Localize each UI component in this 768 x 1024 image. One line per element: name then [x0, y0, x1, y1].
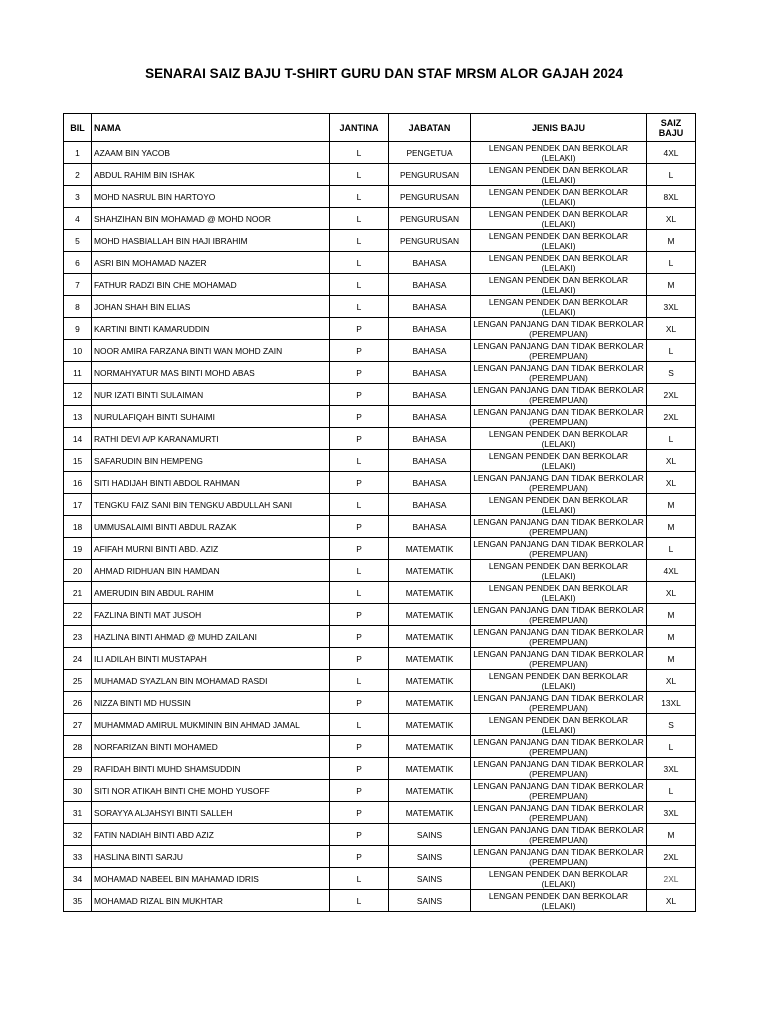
cell-jabatan: MATEMATIK [389, 626, 471, 648]
cell-nama: NORFARIZAN BINTI MOHAMED [92, 736, 330, 758]
table-row [64, 824, 696, 846]
table-row [64, 186, 696, 208]
cell-bil: 26 [64, 692, 92, 714]
cell-jabatan: SAINS [389, 824, 471, 846]
cell-jenis-baju: LENGAN PANJANG DAN TIDAK BERKOLAR (PEREMPUAN) [471, 384, 647, 406]
cell-jenis-baju: LENGAN PANJANG DAN TIDAK BERKOLAR (PEREMPUAN) [471, 340, 647, 362]
cell-jabatan: MATEMATIK [389, 692, 471, 714]
cell-bil: 15 [64, 450, 92, 472]
cell-jenis-baju: LENGAN PANJANG DAN TIDAK BERKOLAR (PEREMPUAN) [471, 648, 647, 670]
page-title: SENARAI SAIZ BAJU T-SHIRT GURU DAN STAF MRSM ALOR GAJAH 2024 [145, 66, 623, 81]
cell-jantina: L [330, 252, 389, 274]
cell-jenis-baju: LENGAN PENDEK DAN BERKOLAR (LELAKI) [471, 868, 647, 890]
table-row [64, 868, 696, 890]
header-saiz-baju: SAIZ BAJU [647, 114, 696, 142]
table-row [64, 846, 696, 868]
cell-jantina: L [330, 208, 389, 230]
cell-bil: 14 [64, 428, 92, 450]
cell-nama: MUHAMMAD AMIRUL MUKMININ BIN AHMAD JAMAL [92, 714, 330, 736]
table-row [64, 582, 696, 604]
cell-jantina: P [330, 318, 389, 340]
cell-jabatan: MATEMATIK [389, 758, 471, 780]
cell-jabatan: BAHASA [389, 450, 471, 472]
cell-saiz-baju: 4XL [647, 560, 696, 582]
cell-jabatan: BAHASA [389, 406, 471, 428]
cell-jenis-baju: LENGAN PENDEK DAN BERKOLAR (LELAKI) [471, 582, 647, 604]
table-row [64, 626, 696, 648]
cell-saiz-baju: S [647, 362, 696, 384]
table-row [64, 340, 696, 362]
cell-jenis-baju: LENGAN PENDEK DAN BERKOLAR (LELAKI) [471, 450, 647, 472]
cell-jantina: P [330, 516, 389, 538]
cell-jabatan: BAHASA [389, 340, 471, 362]
table-row [64, 890, 696, 912]
cell-nama: MOHAMAD NABEEL BIN MAHAMAD IDRIS [92, 868, 330, 890]
cell-jantina: L [330, 186, 389, 208]
cell-nama: MOHD NASRUL BIN HARTOYO [92, 186, 330, 208]
cell-bil: 21 [64, 582, 92, 604]
cell-nama: AFIFAH MURNI BINTI ABD. AZIZ [92, 538, 330, 560]
cell-saiz-baju: 3XL [647, 758, 696, 780]
cell-nama: ASRI BIN MOHAMAD NAZER [92, 252, 330, 274]
cell-saiz-baju: 2XL [647, 406, 696, 428]
cell-nama: FAZLINA BINTI MAT JUSOH [92, 604, 330, 626]
cell-jabatan: BAHASA [389, 494, 471, 516]
cell-bil: 20 [64, 560, 92, 582]
cell-nama: SHAHZIHAN BIN MOHAMAD @ MOHD NOOR [92, 208, 330, 230]
cell-jenis-baju: LENGAN PENDEK DAN BERKOLAR (LELAKI) [471, 252, 647, 274]
table-row [64, 208, 696, 230]
cell-nama: SAFARUDIN BIN HEMPENG [92, 450, 330, 472]
cell-jenis-baju: LENGAN PANJANG DAN TIDAK BERKOLAR (PEREMPUAN) [471, 758, 647, 780]
table-row [64, 472, 696, 494]
cell-nama: NURULAFIQAH BINTI SUHAIMI [92, 406, 330, 428]
cell-jabatan: PENGURUSAN [389, 186, 471, 208]
cell-jantina: P [330, 472, 389, 494]
cell-jabatan: PENGETUA [389, 142, 471, 164]
cell-jabatan: SAINS [389, 868, 471, 890]
cell-jantina: P [330, 362, 389, 384]
cell-jantina: L [330, 296, 389, 318]
cell-jenis-baju: LENGAN PENDEK DAN BERKOLAR (LELAKI) [471, 670, 647, 692]
cell-bil: 2 [64, 164, 92, 186]
header-jenis-baju: JENIS BAJU [471, 114, 647, 142]
header-bil: BIL [64, 114, 92, 142]
cell-jantina: L [330, 230, 389, 252]
cell-bil: 7 [64, 274, 92, 296]
cell-bil: 1 [64, 142, 92, 164]
cell-jenis-baju: LENGAN PENDEK DAN BERKOLAR (LELAKI) [471, 296, 647, 318]
cell-jantina: P [330, 626, 389, 648]
cell-saiz-baju: XL [647, 472, 696, 494]
cell-bil: 17 [64, 494, 92, 516]
cell-jantina: L [330, 714, 389, 736]
cell-jenis-baju: LENGAN PANJANG DAN TIDAK BERKOLAR (PEREMPUAN) [471, 538, 647, 560]
cell-saiz-baju: XL [647, 890, 696, 912]
cell-saiz-baju: S [647, 714, 696, 736]
cell-nama: ILI ADILAH BINTI MUSTAPAH [92, 648, 330, 670]
cell-saiz-baju: M [647, 274, 696, 296]
cell-nama: AZAAM BIN YACOB [92, 142, 330, 164]
cell-nama: NUR IZATI BINTI SULAIMAN [92, 384, 330, 406]
cell-jantina: L [330, 450, 389, 472]
cell-jantina: L [330, 868, 389, 890]
cell-jenis-baju: LENGAN PENDEK DAN BERKOLAR (LELAKI) [471, 164, 647, 186]
table-row [64, 318, 696, 340]
cell-nama: UMMUSALAIMI BINTI ABDUL RAZAK [92, 516, 330, 538]
cell-bil: 25 [64, 670, 92, 692]
cell-jantina: L [330, 670, 389, 692]
cell-jantina: P [330, 428, 389, 450]
cell-jantina: P [330, 604, 389, 626]
table-row [64, 362, 696, 384]
cell-jantina: P [330, 384, 389, 406]
cell-jantina: L [330, 560, 389, 582]
cell-bil: 24 [64, 648, 92, 670]
cell-bil: 16 [64, 472, 92, 494]
cell-saiz-baju: L [647, 252, 696, 274]
table-row [64, 714, 696, 736]
cell-jantina: P [330, 802, 389, 824]
table-row [64, 142, 696, 164]
cell-jenis-baju: LENGAN PENDEK DAN BERKOLAR (LELAKI) [471, 560, 647, 582]
cell-jenis-baju: LENGAN PANJANG DAN TIDAK BERKOLAR (PEREMPUAN) [471, 604, 647, 626]
table-row [64, 692, 696, 714]
cell-bil: 27 [64, 714, 92, 736]
cell-jantina: P [330, 846, 389, 868]
cell-jabatan: MATEMATIK [389, 802, 471, 824]
cell-jenis-baju: LENGAN PANJANG DAN TIDAK BERKOLAR (PEREMPUAN) [471, 406, 647, 428]
cell-bil: 31 [64, 802, 92, 824]
cell-jantina: P [330, 692, 389, 714]
cell-bil: 18 [64, 516, 92, 538]
cell-saiz-baju: XL [647, 450, 696, 472]
cell-saiz-baju: M [647, 494, 696, 516]
cell-saiz-baju: L [647, 340, 696, 362]
cell-jenis-baju: LENGAN PENDEK DAN BERKOLAR (LELAKI) [471, 186, 647, 208]
cell-jabatan: BAHASA [389, 384, 471, 406]
cell-saiz-baju: 8XL [647, 186, 696, 208]
cell-jabatan: MATEMATIK [389, 648, 471, 670]
cell-jenis-baju: LENGAN PENDEK DAN BERKOLAR (LELAKI) [471, 274, 647, 296]
cell-nama: SITI NOR ATIKAH BINTI CHE MOHD YUSOFF [92, 780, 330, 802]
cell-bil: 3 [64, 186, 92, 208]
cell-nama: FATHUR RADZI BIN CHE MOHAMAD [92, 274, 330, 296]
cell-nama: ABDUL RAHIM BIN ISHAK [92, 164, 330, 186]
cell-nama: AHMAD RIDHUAN BIN HAMDAN [92, 560, 330, 582]
cell-saiz-baju: M [647, 824, 696, 846]
cell-jantina: L [330, 890, 389, 912]
cell-bil: 9 [64, 318, 92, 340]
table-row [64, 604, 696, 626]
cell-nama: NOOR AMIRA FARZANA BINTI WAN MOHD ZAIN [92, 340, 330, 362]
cell-jabatan: SAINS [389, 846, 471, 868]
cell-bil: 29 [64, 758, 92, 780]
header-jabatan: JABATAN [389, 114, 471, 142]
cell-nama: FATIN NADIAH BINTI ABD AZIZ [92, 824, 330, 846]
cell-saiz-baju: M [647, 604, 696, 626]
cell-bil: 13 [64, 406, 92, 428]
cell-jantina: L [330, 142, 389, 164]
cell-nama: NORMAHYATUR MAS BINTI MOHD ABAS [92, 362, 330, 384]
cell-jabatan: BAHASA [389, 472, 471, 494]
cell-jantina: P [330, 758, 389, 780]
cell-jenis-baju: LENGAN PENDEK DAN BERKOLAR (LELAKI) [471, 142, 647, 164]
cell-jabatan: BAHASA [389, 516, 471, 538]
cell-saiz-baju: L [647, 780, 696, 802]
header-row [64, 114, 696, 142]
cell-jantina: L [330, 274, 389, 296]
table-row [64, 274, 696, 296]
cell-bil: 6 [64, 252, 92, 274]
cell-bil: 28 [64, 736, 92, 758]
cell-jantina: P [330, 340, 389, 362]
cell-jantina: P [330, 406, 389, 428]
table-row [64, 538, 696, 560]
cell-jenis-baju: LENGAN PENDEK DAN BERKOLAR (LELAKI) [471, 428, 647, 450]
cell-jantina: P [330, 648, 389, 670]
cell-bil: 12 [64, 384, 92, 406]
table-row [64, 450, 696, 472]
header-jantina: JANTINA [330, 114, 389, 142]
cell-saiz-baju: 3XL [647, 296, 696, 318]
cell-jenis-baju: LENGAN PANJANG DAN TIDAK BERKOLAR (PEREMPUAN) [471, 824, 647, 846]
cell-jabatan: MATEMATIK [389, 582, 471, 604]
table-row [64, 164, 696, 186]
table-row [64, 670, 696, 692]
table-row [64, 648, 696, 670]
cell-jenis-baju: LENGAN PENDEK DAN BERKOLAR (LELAKI) [471, 714, 647, 736]
cell-jabatan: BAHASA [389, 428, 471, 450]
cell-bil: 33 [64, 846, 92, 868]
cell-saiz-baju: L [647, 538, 696, 560]
table-row [64, 516, 696, 538]
cell-jantina: P [330, 736, 389, 758]
table-row [64, 230, 696, 252]
table-row [64, 736, 696, 758]
cell-saiz-baju: M [647, 648, 696, 670]
cell-jabatan: MATEMATIK [389, 538, 471, 560]
cell-saiz-baju: M [647, 626, 696, 648]
table-row [64, 252, 696, 274]
cell-bil: 35 [64, 890, 92, 912]
cell-saiz-baju: 2XL [647, 384, 696, 406]
cell-nama: MUHAMAD SYAZLAN BIN MOHAMAD RASDI [92, 670, 330, 692]
cell-bil: 19 [64, 538, 92, 560]
cell-bil: 34 [64, 868, 92, 890]
cell-saiz-baju: XL [647, 208, 696, 230]
table-row [64, 406, 696, 428]
cell-saiz-baju: 13XL [647, 692, 696, 714]
cell-bil: 11 [64, 362, 92, 384]
cell-jenis-baju: LENGAN PENDEK DAN BERKOLAR (LELAKI) [471, 230, 647, 252]
cell-nama: JOHAN SHAH BIN ELIAS [92, 296, 330, 318]
cell-jabatan: BAHASA [389, 362, 471, 384]
cell-jenis-baju: LENGAN PENDEK DAN BERKOLAR (LELAKI) [471, 890, 647, 912]
cell-nama: RAFIDAH BINTI MUHD SHAMSUDDIN [92, 758, 330, 780]
cell-jenis-baju: LENGAN PANJANG DAN TIDAK BERKOLAR (PEREMPUAN) [471, 692, 647, 714]
table-row [64, 802, 696, 824]
cell-bil: 8 [64, 296, 92, 318]
cell-nama: HAZLINA BINTI AHMAD @ MUHD ZAILANI [92, 626, 330, 648]
cell-jenis-baju: LENGAN PANJANG DAN TIDAK BERKOLAR (PEREMPUAN) [471, 516, 647, 538]
cell-jenis-baju: LENGAN PANJANG DAN TIDAK BERKOLAR (PEREMPUAN) [471, 362, 647, 384]
cell-jantina: P [330, 824, 389, 846]
table-row [64, 494, 696, 516]
cell-nama: NIZZA BINTI MD HUSSIN [92, 692, 330, 714]
cell-saiz-baju: L [647, 736, 696, 758]
cell-nama: SITI HADIJAH BINTI ABDOL RAHMAN [92, 472, 330, 494]
cell-saiz-baju: XL [647, 582, 696, 604]
cell-jabatan: MATEMATIK [389, 670, 471, 692]
table-body [64, 142, 696, 912]
table-row [64, 560, 696, 582]
cell-saiz-baju: XL [647, 670, 696, 692]
cell-jenis-baju: LENGAN PANJANG DAN TIDAK BERKOLAR (PEREMPUAN) [471, 472, 647, 494]
cell-jenis-baju: LENGAN PANJANG DAN TIDAK BERKOLAR (PEREMPUAN) [471, 846, 647, 868]
cell-bil: 32 [64, 824, 92, 846]
cell-bil: 23 [64, 626, 92, 648]
cell-jabatan: BAHASA [389, 296, 471, 318]
cell-jantina: L [330, 582, 389, 604]
cell-jabatan: PENGURUSAN [389, 208, 471, 230]
cell-saiz-baju: L [647, 164, 696, 186]
cell-nama: TENGKU FAIZ SANI BIN TENGKU ABDULLAH SANI [92, 494, 330, 516]
cell-saiz-baju: M [647, 230, 696, 252]
cell-jenis-baju: LENGAN PANJANG DAN TIDAK BERKOLAR (PEREMPUAN) [471, 626, 647, 648]
cell-nama: HASLINA BINTI SARJU [92, 846, 330, 868]
cell-jabatan: PENGURUSAN [389, 230, 471, 252]
cell-jenis-baju: LENGAN PANJANG DAN TIDAK BERKOLAR (PEREMPUAN) [471, 318, 647, 340]
cell-jabatan: SAINS [389, 890, 471, 912]
cell-jabatan: BAHASA [389, 318, 471, 340]
cell-bil: 4 [64, 208, 92, 230]
cell-jenis-baju: LENGAN PENDEK DAN BERKOLAR (LELAKI) [471, 494, 647, 516]
cell-jabatan: MATEMATIK [389, 736, 471, 758]
cell-jenis-baju: LENGAN PENDEK DAN BERKOLAR (LELAKI) [471, 208, 647, 230]
tshirt-size-table [63, 113, 696, 912]
cell-nama: SORAYYA ALJAHSYI BINTI SALLEH [92, 802, 330, 824]
cell-saiz-baju: M [647, 516, 696, 538]
cell-nama: RATHI DEVI A/P KARANAMURTI [92, 428, 330, 450]
cell-bil: 10 [64, 340, 92, 362]
cell-jenis-baju: LENGAN PANJANG DAN TIDAK BERKOLAR (PEREMPUAN) [471, 802, 647, 824]
cell-jantina: L [330, 164, 389, 186]
table-row [64, 780, 696, 802]
table-row [64, 758, 696, 780]
cell-nama: MOHD HASBIALLAH BIN HAJI IBRAHIM [92, 230, 330, 252]
cell-saiz-baju: L [647, 428, 696, 450]
header-nama: NAMA [92, 114, 330, 142]
cell-jenis-baju: LENGAN PANJANG DAN TIDAK BERKOLAR (PEREMPUAN) [471, 780, 647, 802]
cell-jabatan: BAHASA [389, 274, 471, 296]
cell-jantina: P [330, 538, 389, 560]
table-row [64, 384, 696, 406]
cell-nama: MOHAMAD RIZAL BIN MUKHTAR [92, 890, 330, 912]
cell-jabatan: MATEMATIK [389, 714, 471, 736]
cell-saiz-baju: 2XL [647, 846, 696, 868]
cell-jantina: P [330, 780, 389, 802]
cell-jenis-baju: LENGAN PANJANG DAN TIDAK BERKOLAR (PEREMPUAN) [471, 736, 647, 758]
table-row [64, 428, 696, 450]
cell-saiz-baju: 2XL [647, 868, 696, 890]
cell-nama: AMERUDIN BIN ABDUL RAHIM [92, 582, 330, 604]
cell-saiz-baju: 3XL [647, 802, 696, 824]
cell-saiz-baju: XL [647, 318, 696, 340]
cell-saiz-baju: 4XL [647, 142, 696, 164]
cell-jantina: L [330, 494, 389, 516]
cell-jabatan: PENGURUSAN [389, 164, 471, 186]
cell-jabatan: MATEMATIK [389, 560, 471, 582]
cell-bil: 5 [64, 230, 92, 252]
cell-jabatan: MATEMATIK [389, 604, 471, 626]
cell-jabatan: MATEMATIK [389, 780, 471, 802]
cell-nama: KARTINI BINTI KAMARUDDIN [92, 318, 330, 340]
table-row [64, 296, 696, 318]
cell-bil: 30 [64, 780, 92, 802]
cell-jabatan: BAHASA [389, 252, 471, 274]
cell-bil: 22 [64, 604, 92, 626]
